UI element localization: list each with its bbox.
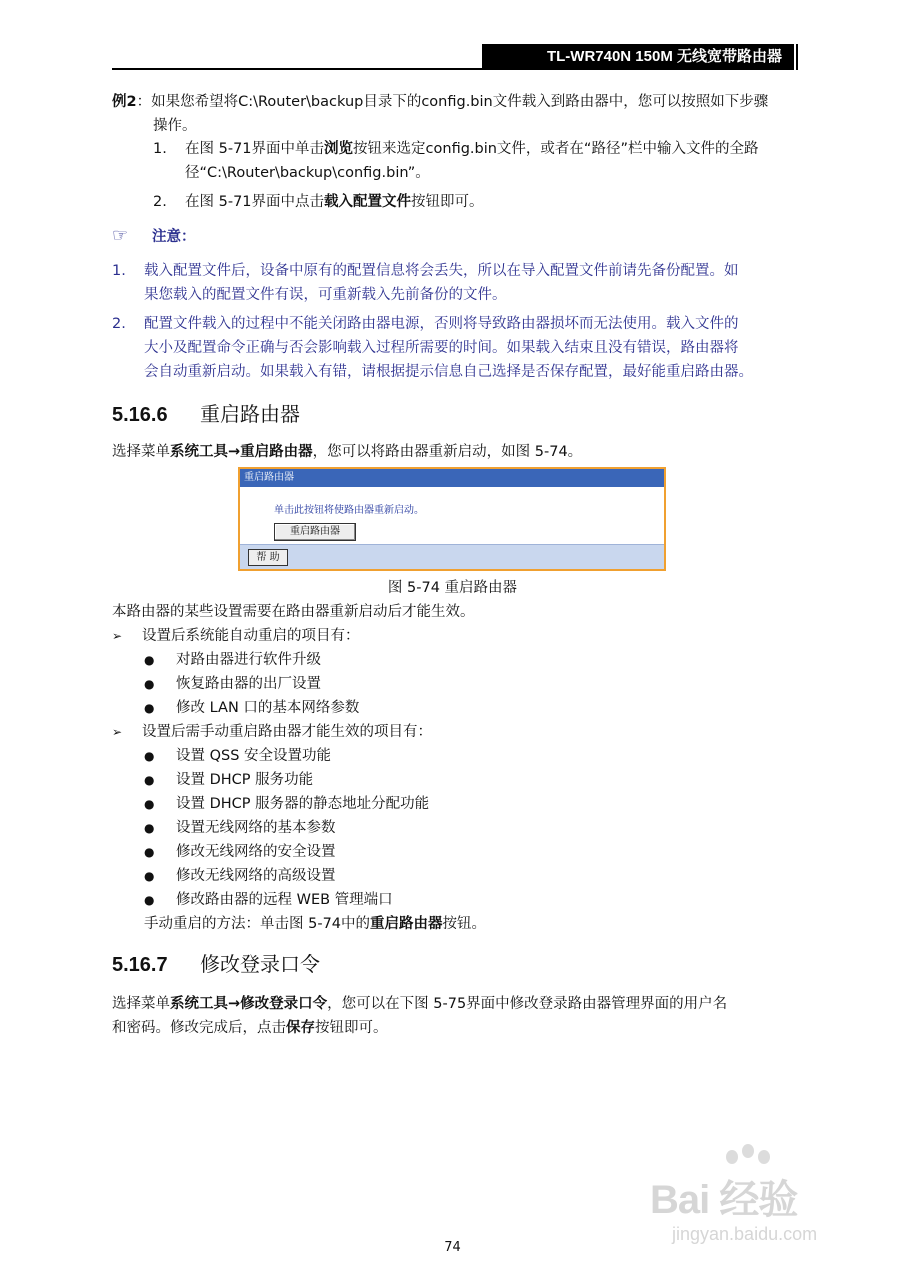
note-item2-line3: 会自动重新启动。如果载入有错，请根据提示信息自己选择是否保存配置，最好能重启路由器。 (144, 364, 753, 380)
intro-line2-post: 按钮即可。 (315, 1020, 388, 1036)
bullet-icon: ● (144, 797, 155, 811)
list-item-text: 设置 DHCP 服务功能 (176, 772, 314, 788)
watermark-logo: Bai 经验 (650, 1178, 798, 1222)
list-item-text: 设置 DHCP 服务器的静态地址分配功能 (176, 796, 430, 812)
list-item (144, 792, 834, 816)
note-item2-number: 2. (112, 316, 126, 332)
section-5167-intro (112, 992, 802, 1016)
step2-number: 2. (153, 194, 167, 210)
example2-intro-line1: ：如果您希望将C:\Router\backup目录下的config.bin文件载入到路由器中，您可以按照如下步骤 (136, 94, 769, 110)
note-item1 (112, 259, 802, 283)
list-item (144, 648, 834, 672)
list-item-text: 恢复路由器的出厂设置 (176, 676, 321, 692)
reboot-router-button[interactable]: 重启路由器 (274, 523, 356, 541)
list-item (144, 696, 834, 720)
section-5167-intro-line2 (112, 1016, 802, 1040)
step1-text-post: 按钮来选定config.bin文件，或者在“路径”栏中输入文件的全路 (353, 141, 759, 157)
example2-intro-line2: 操作。 (153, 118, 197, 134)
figure-caption: 图 5-74 重启路由器 (387, 580, 518, 596)
note-item2-line1: 配置文件载入的过程中不能关闭路由器电源，否则将导致路由器损坏而无法使用。载入文件的 (144, 316, 739, 332)
list-item (144, 672, 834, 696)
step1-text-pre: 在图 5-71界面中单击 (185, 141, 325, 157)
paw-icon (726, 1150, 738, 1164)
list-item-text: 设置无线网络的基本参数 (176, 820, 336, 836)
list-item (144, 888, 834, 912)
intro-menu-path: 系统工具→修改登录口令 (170, 996, 328, 1012)
intro-post: ，您可以在下图 5-75界面中修改登录路由器管理界面的用户名 (327, 996, 728, 1012)
bullet-icon: ● (144, 701, 155, 715)
intro-menu-path: 系统工具→重启路由器 (170, 444, 313, 460)
method-post: 按钮。 (442, 916, 487, 932)
bullet-icon: ● (144, 653, 155, 667)
document-header: TL-WR740N 150M 无线宽带路由器 (482, 44, 794, 70)
step2-text-post: 按钮即可。 (411, 194, 484, 210)
list-item (144, 840, 834, 864)
panel-instruction: 单击此按钮将使路由器重新启动。 (274, 505, 424, 516)
list-item-text: 修改无线网络的安全设置 (176, 844, 336, 860)
auto-heading-text: 设置后系统能自动重启的项目有： (142, 628, 360, 644)
intro-pre: 选择菜单 (112, 444, 170, 460)
bullet-icon: ● (144, 749, 155, 763)
intro-pre: 选择菜单 (112, 996, 170, 1012)
note-item1-number: 1. (112, 263, 126, 279)
reboot-intro: 本路由器的某些设置需要在路由器重新启动后才能生效。 (112, 604, 475, 620)
list-item (144, 768, 834, 792)
section-number: 5.16.6 (112, 404, 168, 426)
header-tick (796, 44, 798, 70)
section-5166-intro (112, 440, 802, 464)
watermark-url: jingyan.baidu.com (672, 1224, 818, 1244)
list-item (144, 864, 834, 888)
example2-intro (112, 90, 802, 114)
step2-text-pre: 在图 5-71界面中点击 (185, 194, 325, 210)
step2-bold: 载入配置文件 (324, 194, 412, 210)
bullet-icon: ● (144, 845, 155, 859)
intro-line2: 和密码。修改完成后，点击 (112, 1020, 286, 1036)
list-item-text: 修改路由器的远程 WEB 管理端口 (176, 892, 393, 908)
reboot-router-panel (238, 467, 666, 571)
header-rule (112, 68, 794, 70)
note-item1-line2: 果您载入的配置文件有误，可重新载入先前备份的文件。 (144, 287, 507, 303)
pointing-hand-icon: ☞ (112, 225, 129, 246)
paw-icon (758, 1150, 770, 1164)
help-button[interactable]: 帮 助 (248, 549, 288, 566)
step1-number: 1. (153, 141, 167, 157)
note-item2 (112, 312, 802, 336)
page-number: 74 (444, 1240, 461, 1255)
bullet-icon: ● (144, 893, 155, 907)
method-bold: 重启路由器 (370, 916, 443, 932)
section-heading-5167 (112, 948, 320, 977)
section-title: 重启路由器 (200, 402, 300, 426)
note-heading (112, 224, 802, 249)
list-item-text: 修改 LAN 口的基本网络参数 (176, 700, 360, 716)
intro-save-bold: 保存 (286, 1020, 315, 1036)
intro-post: ，您可以将路由器重新启动，如图 5-74。 (312, 444, 583, 460)
step1-line2: 径“C:\Router\backup\config.bin”。 (185, 165, 430, 181)
triangle-bullet-icon: ➢ (112, 629, 123, 643)
paw-icon (742, 1144, 754, 1158)
bullet-icon: ● (144, 821, 155, 835)
manual-heading-text: 设置后需手动重启路由器才能生效的项目有： (142, 724, 432, 740)
list-item-text: 设置 QSS 安全设置功能 (176, 748, 332, 764)
panel-title: 重启路由器 (240, 469, 664, 487)
list-item (144, 744, 834, 768)
note-item1-line1: 载入配置文件后，设备中原有的配置信息将会丢失，所以在导入配置文件前请先备份配置。如 (144, 263, 739, 279)
note-title: 注意： (152, 229, 196, 245)
section-number: 5.16.7 (112, 954, 168, 976)
section-heading-5166 (112, 398, 300, 427)
triangle-bullet-icon: ➢ (112, 725, 123, 739)
list-item-text: 对路由器进行软件升级 (176, 652, 321, 668)
bullet-icon: ● (144, 773, 155, 787)
example2-step1 (153, 137, 843, 161)
panel-footer (240, 544, 664, 569)
method-pre: 手动重启的方法：单击图 5-74中的 (144, 916, 371, 932)
step1-bold: 浏览 (324, 141, 354, 157)
manual-reboot-method (144, 912, 834, 936)
manual-reboot-heading (112, 720, 802, 744)
bullet-icon: ● (144, 869, 155, 883)
note-item2-line2: 大小及配置命令正确与否会影响载入过程所需要的时间。如果载入结束且没有错误，路由器将 (144, 340, 739, 356)
list-item-text: 修改无线网络的高级设置 (176, 868, 336, 884)
list-item (144, 816, 834, 840)
section-title: 修改登录口令 (200, 952, 320, 976)
example2-label: 例2 (112, 94, 137, 110)
auto-reboot-heading (112, 624, 802, 648)
bullet-icon: ● (144, 677, 155, 691)
example2-step2 (153, 190, 843, 214)
